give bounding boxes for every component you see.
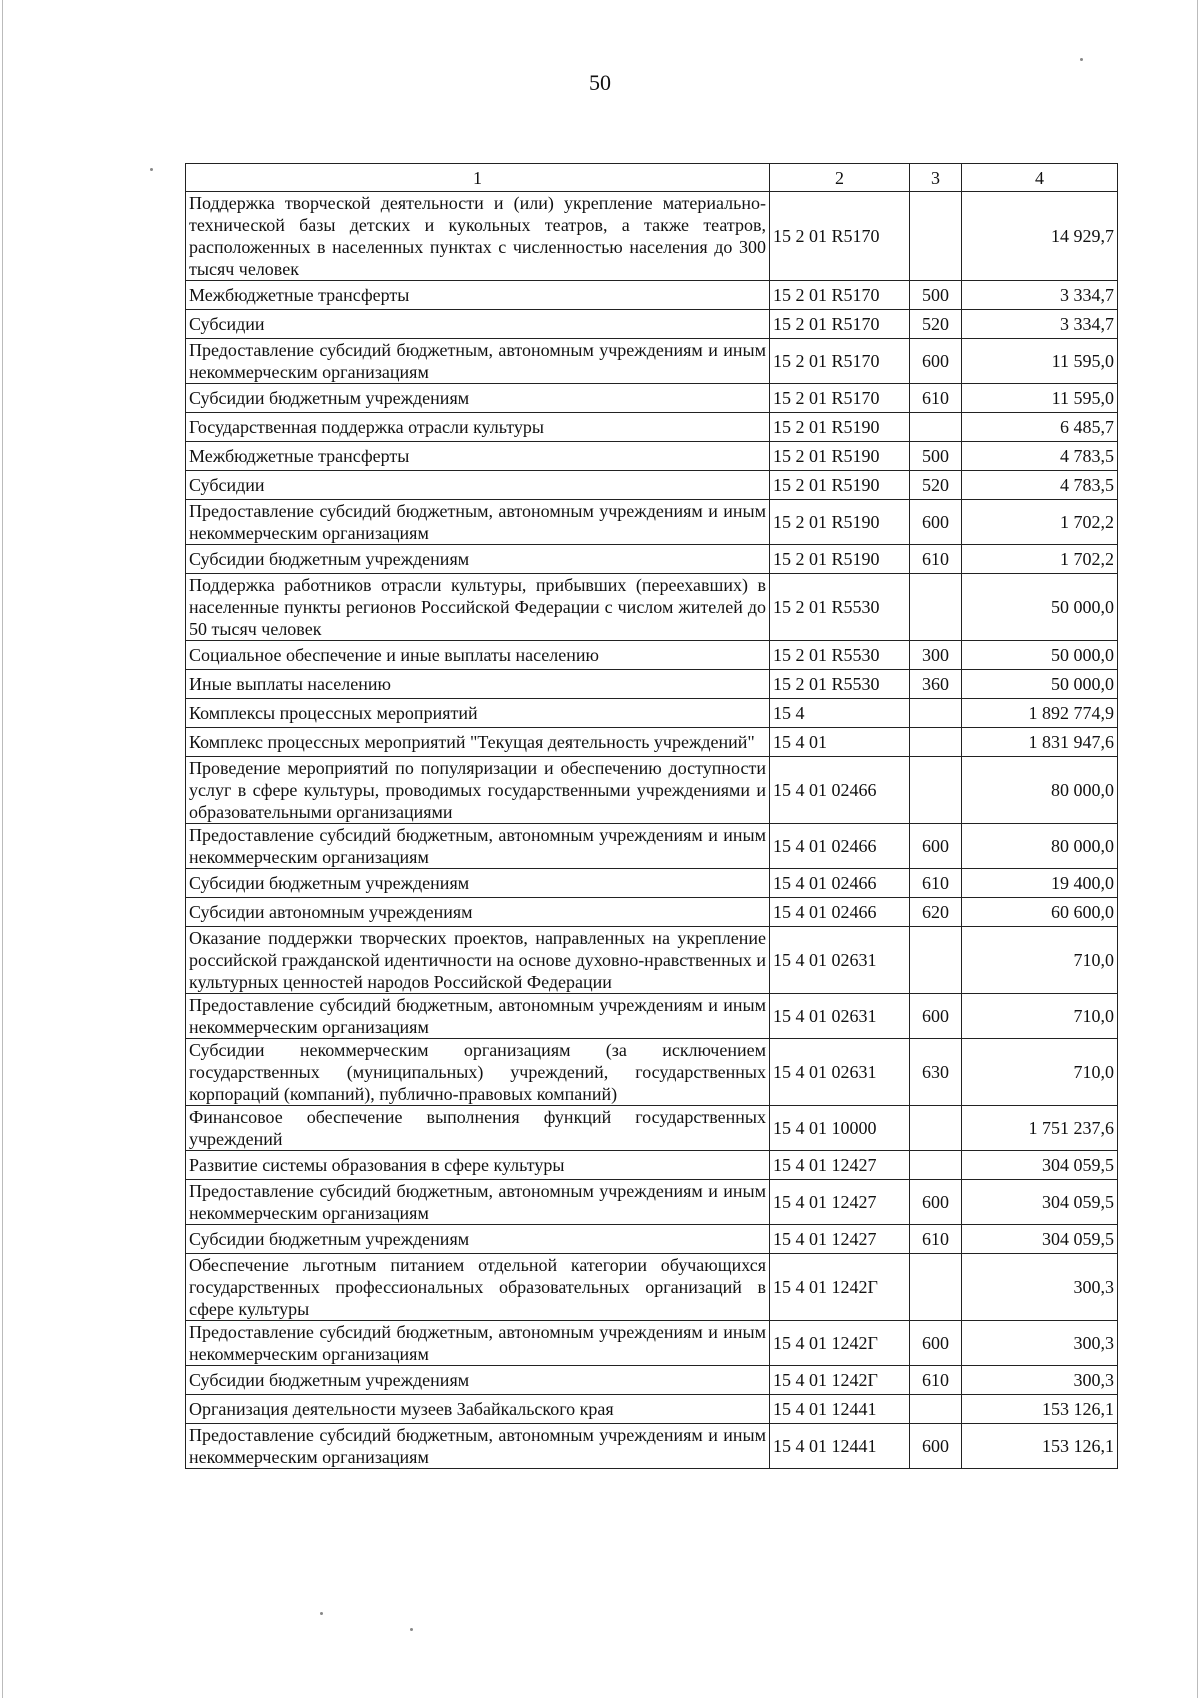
row-type xyxy=(910,1395,962,1424)
row-type: 610 xyxy=(910,869,962,898)
table-row xyxy=(186,281,1118,310)
row-code: 15 4 01 02466 xyxy=(770,898,910,927)
table-row xyxy=(186,1254,1118,1321)
row-amount: 1 892 774,9 xyxy=(962,699,1118,728)
row-code: 15 2 01 R5530 xyxy=(770,641,910,670)
row-amount: 3 334,7 xyxy=(962,310,1118,339)
row-code: 15 4 01 10000 xyxy=(770,1106,910,1151)
row-amount: 6 485,7 xyxy=(962,413,1118,442)
row-name: Предоставление субсидий бюджетным, автономным учреждениям и иным некоммерческим организациям xyxy=(186,1321,770,1366)
table-row xyxy=(186,1424,1118,1469)
row-type xyxy=(910,1254,962,1321)
row-type: 600 xyxy=(910,824,962,869)
row-type: 620 xyxy=(910,898,962,927)
row-type xyxy=(910,192,962,281)
table-row xyxy=(186,994,1118,1039)
row-amount: 304 059,5 xyxy=(962,1151,1118,1180)
table-row xyxy=(186,1366,1118,1395)
table-row xyxy=(186,898,1118,927)
header-col-2: 2 xyxy=(770,164,910,192)
scan-speck xyxy=(1080,58,1083,61)
row-amount: 304 059,5 xyxy=(962,1225,1118,1254)
row-name: Субсидии бюджетным учреждениям xyxy=(186,545,770,574)
row-code: 15 2 01 R5190 xyxy=(770,471,910,500)
row-code: 15 4 01 02466 xyxy=(770,757,910,824)
row-name: Субсидии бюджетным учреждениям xyxy=(186,1366,770,1395)
row-name: Субсидии бюджетным учреждениям xyxy=(186,1225,770,1254)
scan-speck xyxy=(320,1612,323,1615)
row-type: 520 xyxy=(910,471,962,500)
row-amount: 710,0 xyxy=(962,994,1118,1039)
row-name: Поддержка творческой деятельности и (или) укрепление материально-технической базы детских и кукольных театров, а также театров, расположенных в населенных пунктах с численностью населения до 300 тысяч человек xyxy=(186,192,770,281)
row-name: Иные выплаты населению xyxy=(186,670,770,699)
row-type: 600 xyxy=(910,339,962,384)
row-amount: 4 783,5 xyxy=(962,442,1118,471)
table-row xyxy=(186,699,1118,728)
table-body xyxy=(186,192,1118,1469)
row-type: 500 xyxy=(910,281,962,310)
page-number: 50 xyxy=(589,70,611,95)
row-amount: 50 000,0 xyxy=(962,670,1118,699)
table-row xyxy=(186,192,1118,281)
row-amount: 50 000,0 xyxy=(962,574,1118,641)
row-code: 15 4 01 02466 xyxy=(770,869,910,898)
row-code: 15 4 01 12427 xyxy=(770,1180,910,1225)
row-amount: 4 783,5 xyxy=(962,471,1118,500)
row-name: Предоставление субсидий бюджетным, автономным учреждениям и иным некоммерческим организациям xyxy=(186,994,770,1039)
table-row xyxy=(186,1321,1118,1366)
table-header xyxy=(186,164,1118,192)
row-code: 15 2 01 R5170 xyxy=(770,339,910,384)
header-col-4: 4 xyxy=(962,164,1118,192)
table-row xyxy=(186,384,1118,413)
row-code: 15 2 01 R5530 xyxy=(770,574,910,641)
row-name: Предоставление субсидий бюджетным, автономным учреждениям и иным некоммерческим организациям xyxy=(186,339,770,384)
row-amount: 80 000,0 xyxy=(962,757,1118,824)
row-name: Организация деятельности музеев Забайкальского края xyxy=(186,1395,770,1424)
row-type: 500 xyxy=(910,442,962,471)
row-type: 610 xyxy=(910,1225,962,1254)
row-name: Субсидии xyxy=(186,471,770,500)
row-amount: 710,0 xyxy=(962,927,1118,994)
row-type: 610 xyxy=(910,384,962,413)
row-code: 15 2 01 R5170 xyxy=(770,192,910,281)
table-row xyxy=(186,545,1118,574)
table-row xyxy=(186,310,1118,339)
table-row xyxy=(186,471,1118,500)
table-row xyxy=(186,574,1118,641)
row-amount: 60 600,0 xyxy=(962,898,1118,927)
table-row xyxy=(186,869,1118,898)
row-code: 15 4 xyxy=(770,699,910,728)
row-type: 520 xyxy=(910,310,962,339)
row-name: Субсидии некоммерческим организациям (за исключением государственных (муниципальных) учреждений, государственных корпораций (компаний), публично-правовых компаний) xyxy=(186,1039,770,1106)
row-code: 15 2 01 R5170 xyxy=(770,384,910,413)
row-amount: 11 595,0 xyxy=(962,339,1118,384)
row-name: Комплекс процессных мероприятий "Текущая деятельность учреждений" xyxy=(186,728,770,757)
row-code: 15 2 01 R5170 xyxy=(770,281,910,310)
row-name: Обеспечение льготным питанием отдельной категории обучающихся государственных профессиональных образовательных организаций в сфере культуры xyxy=(186,1254,770,1321)
row-code: 15 2 01 R5530 xyxy=(770,670,910,699)
row-type: 360 xyxy=(910,670,962,699)
row-type xyxy=(910,574,962,641)
row-name: Субсидии xyxy=(186,310,770,339)
row-code: 15 4 01 12427 xyxy=(770,1225,910,1254)
scan-speck xyxy=(410,1628,413,1631)
row-name: Государственная поддержка отрасли культуры xyxy=(186,413,770,442)
row-type: 300 xyxy=(910,641,962,670)
row-type: 610 xyxy=(910,1366,962,1395)
table-row xyxy=(186,1106,1118,1151)
row-name: Оказание поддержки творческих проектов, направленных на укрепление российской гражданской идентичности на основе духовно-нравственных и культурных ценностей народов Российской Федерации xyxy=(186,927,770,994)
row-type xyxy=(910,927,962,994)
row-code: 15 4 01 12441 xyxy=(770,1424,910,1469)
row-name: Развитие системы образования в сфере культуры xyxy=(186,1151,770,1180)
row-type xyxy=(910,1106,962,1151)
row-amount: 1 702,2 xyxy=(962,545,1118,574)
row-name: Субсидии бюджетным учреждениям xyxy=(186,869,770,898)
row-code: 15 4 01 xyxy=(770,728,910,757)
table-row xyxy=(186,670,1118,699)
table-row xyxy=(186,413,1118,442)
row-amount: 11 595,0 xyxy=(962,384,1118,413)
row-type: 610 xyxy=(910,545,962,574)
row-code: 15 4 01 1242Г xyxy=(770,1321,910,1366)
row-name: Предоставление субсидий бюджетным, автономным учреждениям и иным некоммерческим организациям xyxy=(186,824,770,869)
row-amount: 710,0 xyxy=(962,1039,1118,1106)
row-name: Межбюджетные трансферты xyxy=(186,281,770,310)
row-name: Субсидии автономным учреждениям xyxy=(186,898,770,927)
header-col-3: 3 xyxy=(910,164,962,192)
row-code: 15 4 01 02631 xyxy=(770,994,910,1039)
table-row xyxy=(186,1395,1118,1424)
row-name: Предоставление субсидий бюджетным, автономным учреждениям и иным некоммерческим организациям xyxy=(186,500,770,545)
table-row xyxy=(186,1180,1118,1225)
row-type: 600 xyxy=(910,1321,962,1366)
row-amount: 50 000,0 xyxy=(962,641,1118,670)
row-amount: 1 751 237,6 xyxy=(962,1106,1118,1151)
row-code: 15 4 01 02466 xyxy=(770,824,910,869)
row-name: Социальное обеспечение и иные выплаты населению xyxy=(186,641,770,670)
row-code: 15 4 01 1242Г xyxy=(770,1254,910,1321)
scan-edge-line xyxy=(2,0,3,1698)
row-amount: 153 126,1 xyxy=(962,1395,1118,1424)
row-type: 600 xyxy=(910,500,962,545)
row-type: 600 xyxy=(910,994,962,1039)
row-name: Финансовое обеспечение выполнения функций государственных учреждений xyxy=(186,1106,770,1151)
row-code: 15 4 01 02631 xyxy=(770,927,910,994)
row-amount: 19 400,0 xyxy=(962,869,1118,898)
table-row xyxy=(186,757,1118,824)
row-type xyxy=(910,413,962,442)
row-amount: 300,3 xyxy=(962,1366,1118,1395)
row-code: 15 4 01 1242Г xyxy=(770,1366,910,1395)
row-amount: 1 702,2 xyxy=(962,500,1118,545)
row-amount: 153 126,1 xyxy=(962,1424,1118,1469)
row-name: Предоставление субсидий бюджетным, автономным учреждениям и иным некоммерческим организациям xyxy=(186,1424,770,1469)
row-type xyxy=(910,1151,962,1180)
scan-speck xyxy=(150,168,153,171)
row-type: 630 xyxy=(910,1039,962,1106)
row-name: Межбюджетные трансферты xyxy=(186,442,770,471)
row-type: 600 xyxy=(910,1180,962,1225)
scan-edge-line xyxy=(1197,0,1198,1698)
row-code: 15 2 01 R5190 xyxy=(770,500,910,545)
row-type: 600 xyxy=(910,1424,962,1469)
row-amount: 3 334,7 xyxy=(962,281,1118,310)
row-code: 15 2 01 R5190 xyxy=(770,545,910,574)
row-name: Субсидии бюджетным учреждениям xyxy=(186,384,770,413)
table-row xyxy=(186,1039,1118,1106)
row-code: 15 4 01 12427 xyxy=(770,1151,910,1180)
row-name: Комплексы процессных мероприятий xyxy=(186,699,770,728)
row-type xyxy=(910,728,962,757)
budget-table xyxy=(185,163,1118,1469)
table-row xyxy=(186,442,1118,471)
row-amount: 300,3 xyxy=(962,1254,1118,1321)
row-amount: 14 929,7 xyxy=(962,192,1118,281)
row-name: Поддержка работников отрасли культуры, прибывших (переехавших) в населенные пункты регионов Российской Федерации с числом жителей до 50 тысяч человек xyxy=(186,574,770,641)
row-code: 15 2 01 R5190 xyxy=(770,442,910,471)
row-code: 15 2 01 R5170 xyxy=(770,310,910,339)
row-type xyxy=(910,699,962,728)
header-row xyxy=(186,164,1118,192)
row-amount: 300,3 xyxy=(962,1321,1118,1366)
row-name: Проведение мероприятий по популяризации и обеспечению доступности услуг в сфере культуры, проводимых государственными учреждениями и образовательными организациями xyxy=(186,757,770,824)
row-type xyxy=(910,757,962,824)
table-row xyxy=(186,339,1118,384)
table-row xyxy=(186,500,1118,545)
row-amount: 80 000,0 xyxy=(962,824,1118,869)
table-row xyxy=(186,1225,1118,1254)
row-code: 15 4 01 12441 xyxy=(770,1395,910,1424)
table-row xyxy=(186,728,1118,757)
row-name: Предоставление субсидий бюджетным, автономным учреждениям и иным некоммерческим организациям xyxy=(186,1180,770,1225)
table-row xyxy=(186,641,1118,670)
table-row xyxy=(186,927,1118,994)
table-row xyxy=(186,1151,1118,1180)
row-code: 15 2 01 R5190 xyxy=(770,413,910,442)
table-row xyxy=(186,824,1118,869)
row-amount: 304 059,5 xyxy=(962,1180,1118,1225)
row-code: 15 4 01 02631 xyxy=(770,1039,910,1106)
header-col-1: 1 xyxy=(186,164,770,192)
row-amount: 1 831 947,6 xyxy=(962,728,1118,757)
